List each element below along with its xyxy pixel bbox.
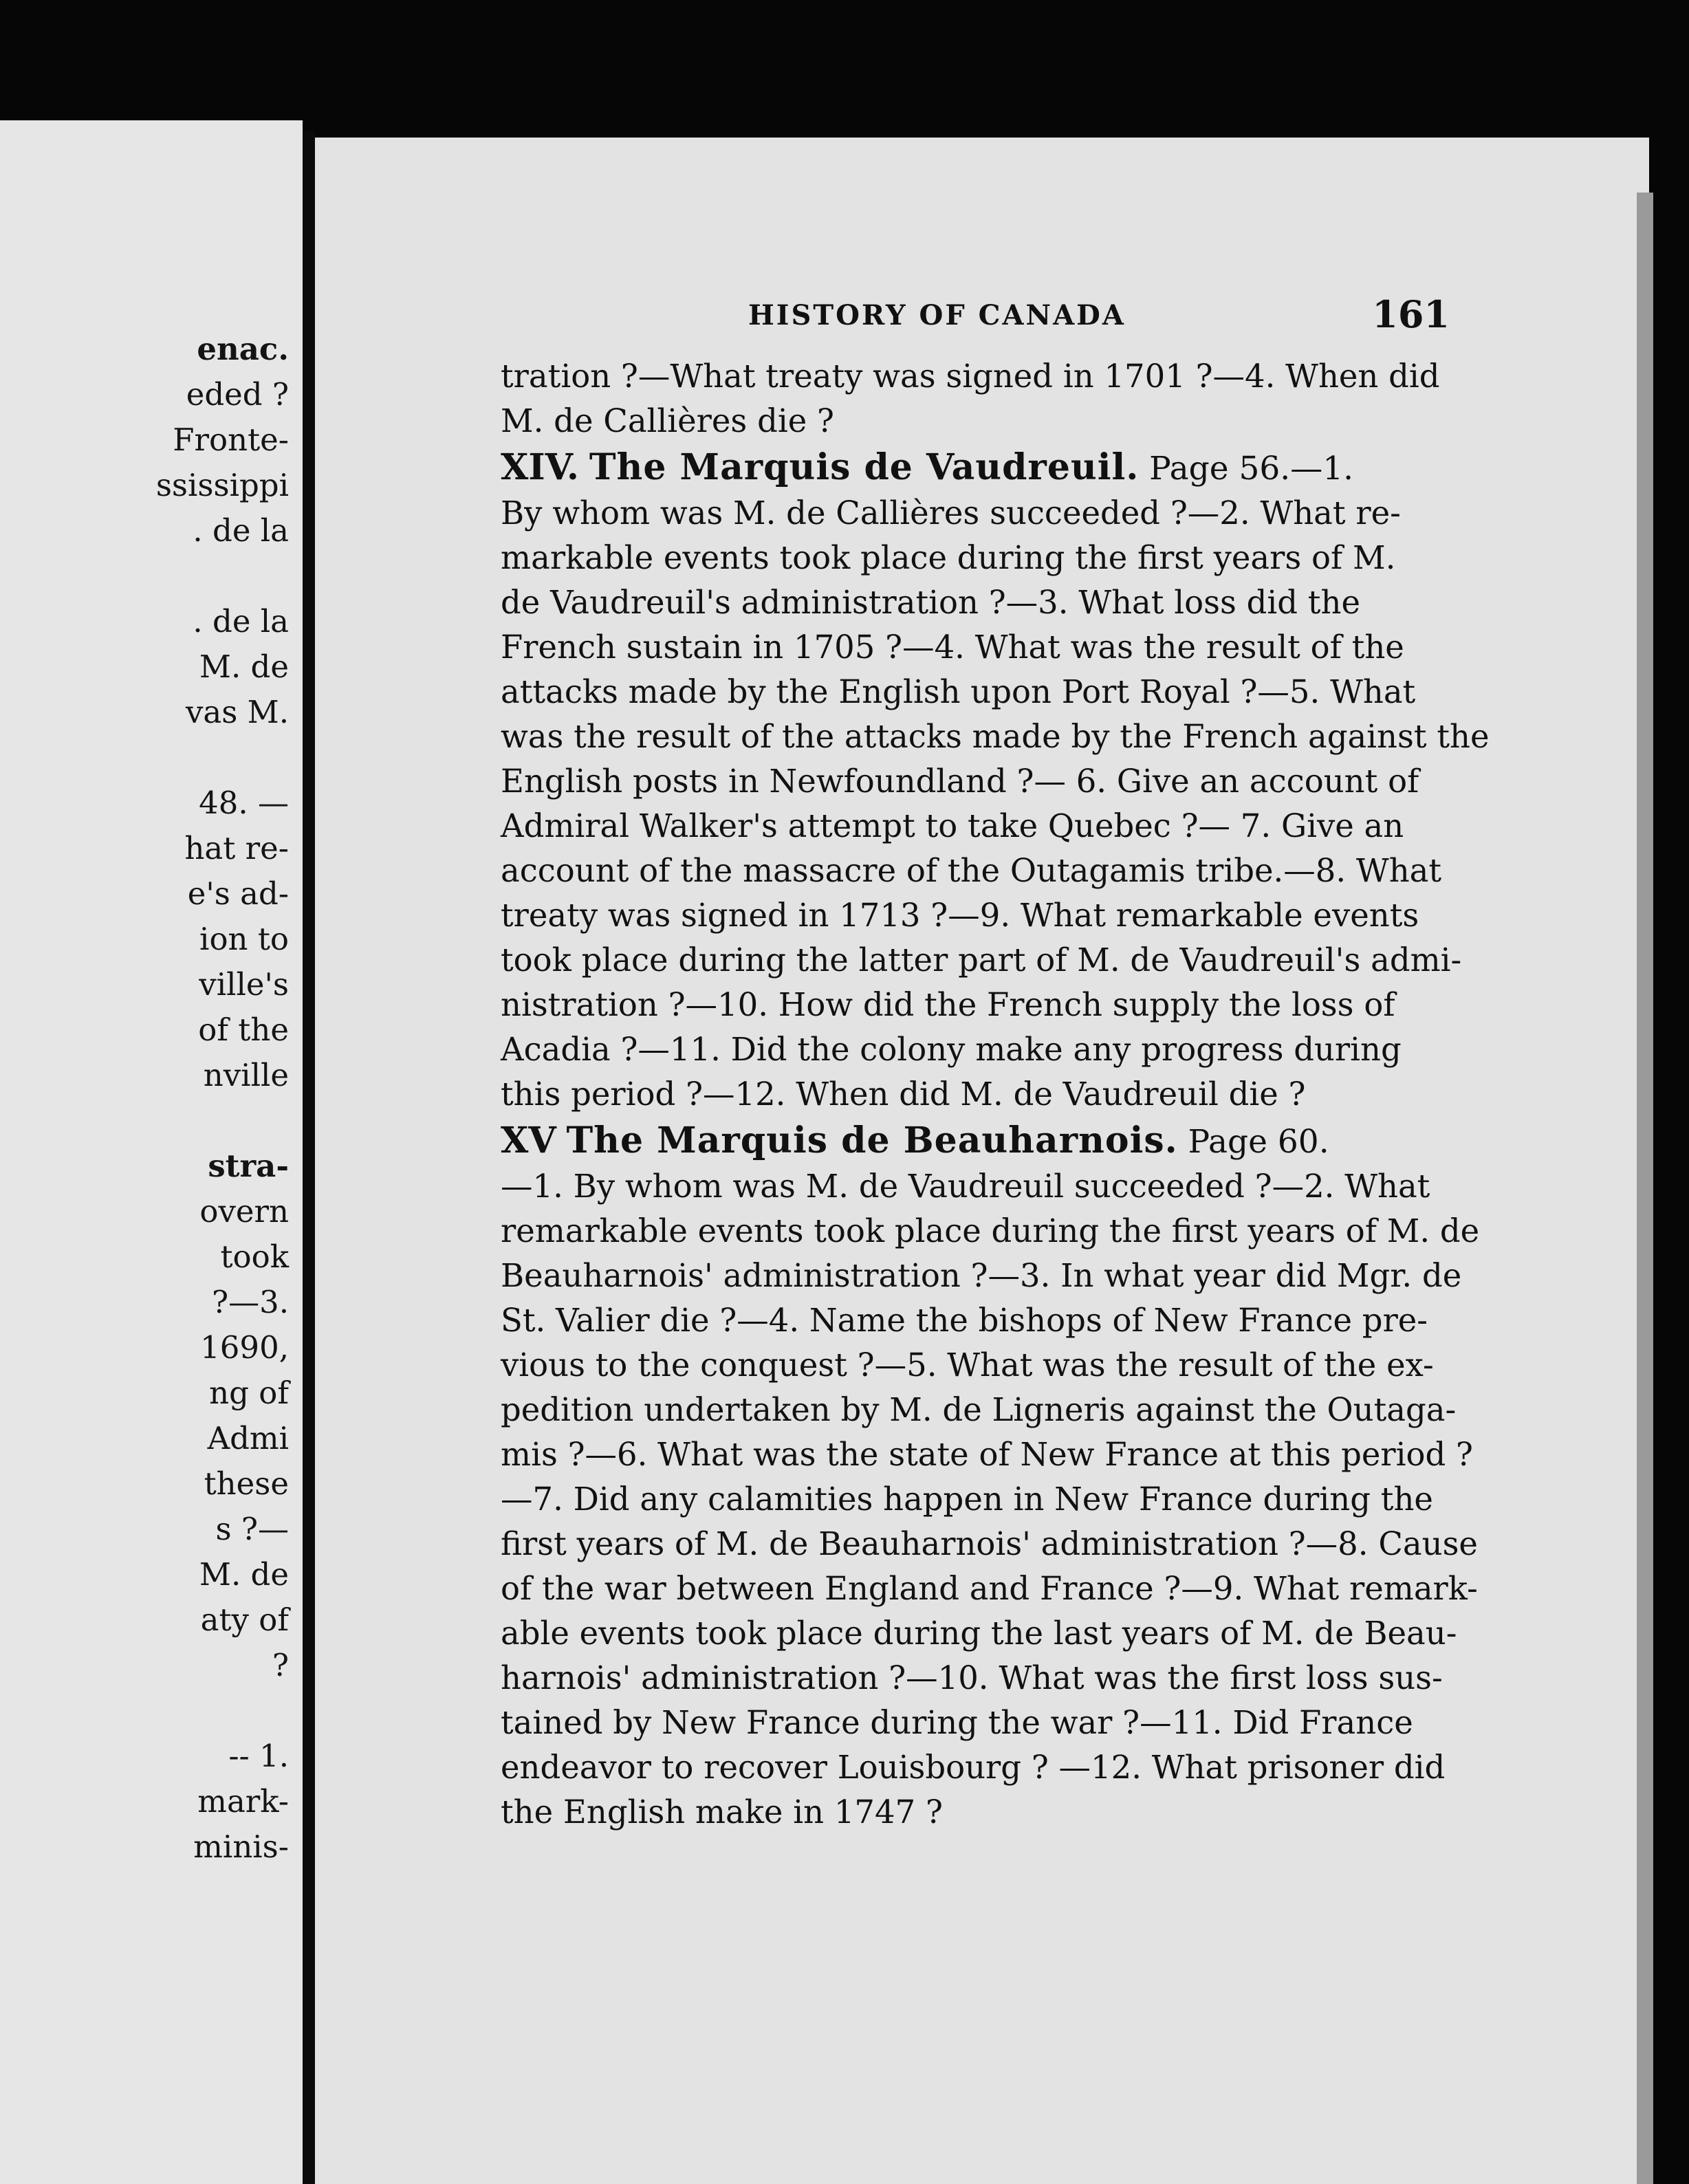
left-page-line: . de la: [193, 603, 289, 640]
left-page-line: ?—3.: [211, 1284, 289, 1320]
left-page-line: hat re-: [184, 830, 289, 866]
left-page-line: ng of: [209, 1375, 289, 1411]
text-line: tained by New France during the war ?—11. Did France: [501, 1704, 1413, 1741]
left-page-line: took: [220, 1238, 289, 1275]
left-page-line: M. de: [199, 648, 289, 685]
section-xv: [501, 1118, 1480, 1835]
section-title: The Marquis de Vaudreuil.: [589, 446, 1140, 488]
left-page-line: ville's: [199, 966, 289, 1003]
text-line: pedition undertaken by M. de Ligneris against the Outaga-: [501, 1391, 1457, 1428]
text-line: Admiral Walker's attempt to take Quebec ?— 7. Give an: [501, 807, 1404, 844]
left-page-text: [0, 327, 289, 1870]
section-xiv: [501, 445, 1490, 1117]
left-page-line: -- 1.: [228, 1738, 289, 1774]
text-line: vious to the conquest ?—5. What was the result of the ex-: [501, 1346, 1434, 1384]
text-line: Beauharnois' administration ?—3. In what year did Mgr. de: [501, 1257, 1462, 1294]
page-number: 161: [1372, 292, 1450, 336]
running-title: HISTORY OF CANADA: [748, 299, 1126, 331]
left-page-line: eded ?: [186, 376, 289, 413]
book-gutter: [303, 131, 315, 2184]
left-page-line: enac.: [197, 331, 289, 367]
text-line: mis ?—6. What was the state of New France at this period ?: [501, 1436, 1473, 1473]
text-line: this period ?—12. When did M. de Vaudreuil die ?: [501, 1075, 1306, 1113]
left-page-line: ssissippi: [155, 467, 289, 503]
left-page-line: Fronte-: [173, 422, 289, 458]
continuation-paragraph: [501, 354, 1450, 444]
text-line: remarkable events took place during the first years of M. de: [501, 1212, 1480, 1249]
left-page-line: M. de: [199, 1556, 289, 1593]
left-page-line: s ?—: [215, 1511, 289, 1547]
section-number: XV: [501, 1120, 556, 1161]
running-head: [501, 292, 1450, 354]
text-line: able events took place during the last years of M. de Beau-: [501, 1615, 1457, 1652]
section-heading-line: [501, 445, 1450, 491]
left-page-line: overn: [199, 1193, 289, 1230]
right-page: [315, 138, 1649, 2184]
text-line: markable events took place during the first years of M.: [501, 539, 1396, 576]
text-line: St. Valier die ?—4. Name the bishops of New France pre-: [501, 1302, 1428, 1339]
left-page-line: e's ad-: [187, 875, 289, 912]
text-line: was the result of the attacks made by the French against the: [501, 718, 1490, 755]
text-line: —7. Did any calamities happen in New France during the: [501, 1481, 1433, 1518]
text-line: attacks made by the English upon Port Royal ?—5. What: [501, 673, 1416, 710]
text-line: treaty was signed in 1713 ?—9. What remarkable events: [501, 897, 1419, 934]
text-line: took place during the latter part of M. de Vaudreuil's admi-: [501, 941, 1462, 979]
left-page-line: 1690,: [200, 1329, 289, 1366]
text-line: —1. By whom was M. de Vaudreuil succeeded ?—2. What: [501, 1168, 1430, 1205]
left-page-line: of the: [198, 1012, 289, 1048]
text-line: Acadia ?—11. Did the colony make any progress during: [501, 1031, 1402, 1068]
left-page-line: [0, 1688, 289, 1734]
left-page-line: [0, 554, 289, 599]
page-edge-shadow: [1637, 193, 1653, 2184]
text-line: By whom was M. de Callières succeeded ?—2. What re-: [501, 494, 1401, 532]
text-line: French sustain in 1705 ?—4. What was the result of the: [501, 629, 1404, 666]
left-page-line: Admi: [207, 1420, 289, 1456]
left-page-line: 48. —: [199, 785, 289, 821]
left-page-line: [0, 1098, 289, 1144]
text-line: M. de Callières die ?: [501, 402, 834, 439]
page-content: [501, 292, 1490, 1835]
left-page-line: minis-: [193, 1828, 289, 1865]
left-page-line: these: [204, 1465, 289, 1502]
text-line: account of the massacre of the Outagamis tribe.—8. What: [501, 852, 1442, 889]
text-line: nistration ?—10. How did the French supply the loss of: [501, 986, 1395, 1023]
text-line: the English make in 1747 ?: [501, 1793, 943, 1831]
left-page-line: mark-: [197, 1783, 289, 1820]
text-line: endeavor to recover Louisbourg ? —12. What prisoner did: [501, 1749, 1446, 1786]
text-line: harnois' administration ?—10. What was the first loss sus-: [501, 1659, 1443, 1696]
left-page-line: ?: [272, 1647, 289, 1683]
left-page-line: vas M.: [185, 694, 289, 730]
section-page-ref: Page 60.: [1188, 1123, 1329, 1161]
section-title: The Marquis de Beauharnois.: [566, 1120, 1178, 1161]
left-page-line: [0, 735, 289, 780]
section-page-ref: Page 56.—1.: [1149, 450, 1354, 488]
left-facing-page: [0, 120, 303, 2184]
text-line: English posts in Newfoundland ?— 6. Give an account of: [501, 763, 1419, 800]
left-page-line: ion to: [199, 921, 289, 957]
left-page-line: . de la: [193, 512, 289, 549]
text-line: de Vaudreuil's administration ?—3. What loss did the: [501, 584, 1360, 621]
section-heading-line: [501, 1118, 1450, 1164]
left-page-line: stra-: [208, 1148, 289, 1184]
text-line: of the war between England and France ?—9. What remark-: [501, 1570, 1478, 1607]
text-line: tration ?—What treaty was signed in 1701 ?—4. When did: [501, 358, 1440, 395]
section-number: XIV.: [501, 446, 580, 488]
left-page-line: nville: [203, 1057, 289, 1093]
left-page-line: aty of: [200, 1602, 289, 1638]
text-line: first years of M. de Beauharnois' administration ?—8. Cause: [501, 1525, 1478, 1562]
